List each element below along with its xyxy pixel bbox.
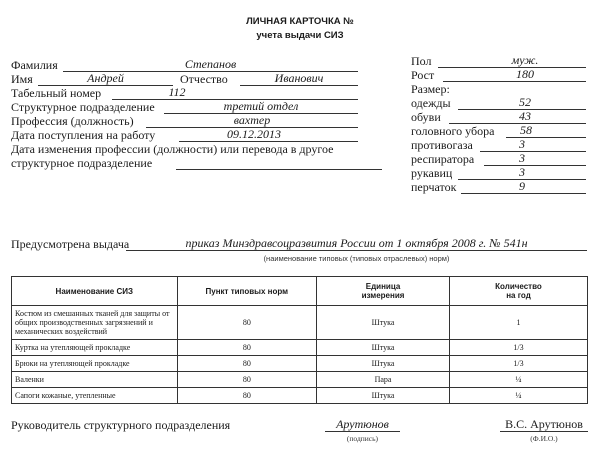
table-row [12,306,588,340]
header-unit: Единица измерения [317,277,450,306]
cell-siz-name: Брюки на утепляющей прокладке [12,356,178,372]
head-label: Руководитель структурного подразделения [11,418,231,432]
fio-caption: (Ф.И.О.) [530,434,558,443]
gloves-value: 9 [519,179,525,193]
fio-underline [500,431,588,432]
provision-underline [126,250,587,251]
name-value: Андрей [87,71,124,85]
hire-date-value: 09.12.2013 [227,127,281,141]
cell-norm-item: 80 [177,388,317,404]
gasmask-label: противогаза [411,138,473,152]
gloves-label: перчаток [411,180,457,194]
cell-quantity: 1/3 [449,356,587,372]
cell-siz-name: Куртка на утепляющей прокладке [12,340,178,356]
division-label: Структурное подразделение [11,100,155,114]
cell-siz-name: Сапоги кожаные, утепленные [12,388,178,404]
table-row [12,388,588,404]
cell-norm-item: 80 [177,340,317,356]
cell-unit: Штука [317,306,450,340]
cell-norm-item: 80 [177,306,317,340]
surname-label: Фамилия [11,58,58,72]
mittens-value: 3 [519,165,525,179]
surname-value: Степанов [184,57,237,71]
change-underline [176,169,382,170]
mittens-label: рукавиц [411,166,453,180]
change-label-line2: структурное подразделение [11,156,153,170]
signature-caption: (подпись) [346,434,379,443]
cell-siz-name: Валенки [12,372,178,388]
cell-siz-name: Костюм из смешанных тканей для защиты от общих производственных загрязнений и механических воздействий [12,306,178,340]
cell-quantity: ¼ [449,372,587,388]
profession-label: Профессия (должность) [11,114,134,128]
height-underline [443,81,586,82]
signature-underline [325,431,400,432]
cell-unit: Штука [317,340,450,356]
cell-unit: Пара [317,372,450,388]
shoes-value: 43 [519,109,531,123]
card-subtitle: учета выдачи СИЗ [256,30,344,41]
respirator-value: 3 [519,151,525,165]
patronymic-underline [240,85,358,86]
tab-number-value: 112 [168,85,186,99]
name-label: Имя [11,72,33,86]
card-title: ЛИЧНАЯ КАРТОЧКА № [246,16,354,27]
provision-value: приказ Минздравсоцразвития России от 1 октября 2008 г. № 541н [185,236,528,250]
shoes-label: обуви [411,110,441,124]
cell-quantity: 1/3 [449,340,587,356]
header-quantity: Количество на год [449,277,587,306]
cell-unit: Штука [317,388,450,404]
gloves-underline [461,193,586,194]
profession-value: вахтер [233,113,271,127]
table-row [12,340,588,356]
patronymic-value: Иванович [274,71,324,85]
fio-value: В.С. Арутюнов [505,417,583,431]
siz-table [11,276,588,404]
clothes-label: одежды [411,96,451,110]
size-label: Размер: [411,82,450,96]
table-row [12,372,588,388]
headwear-value: 58 [520,123,532,137]
change-label-line1: Дата изменения профессии (должности) или перевода в другое [11,142,334,156]
cell-norm-item: 80 [177,356,317,372]
respirator-label: респиратора [411,152,475,166]
provision-label: Предусмотрена выдача [11,237,130,251]
headwear-label: головного убора [411,124,495,138]
tab-number-label: Табельный номер [11,86,102,100]
signature-value: Арутюнов [336,417,389,431]
header-siz-name: Наименование СИЗ [12,277,178,306]
sex-value: муж. [511,53,539,67]
sex-label: Пол [411,54,432,68]
table-header-row [12,277,588,306]
cell-quantity: 1 [449,306,587,340]
patronymic-label: Отчество [180,72,228,86]
division-value: третий отдел [223,99,299,113]
cell-quantity: ¼ [449,388,587,404]
table-row [12,356,588,372]
cell-norm-item: 80 [177,372,317,388]
clothes-value: 52 [519,95,531,109]
provision-caption: (наименование типовых (типовых отраслевых) норм) [263,254,450,263]
hire-date-label: Дата поступления на работу [11,128,156,142]
gasmask-value: 3 [519,137,525,151]
cell-unit: Штука [317,356,450,372]
header-norm-item: Пункт типовых норм [177,277,317,306]
height-value: 180 [516,67,534,81]
height-label: Рост [411,68,435,82]
